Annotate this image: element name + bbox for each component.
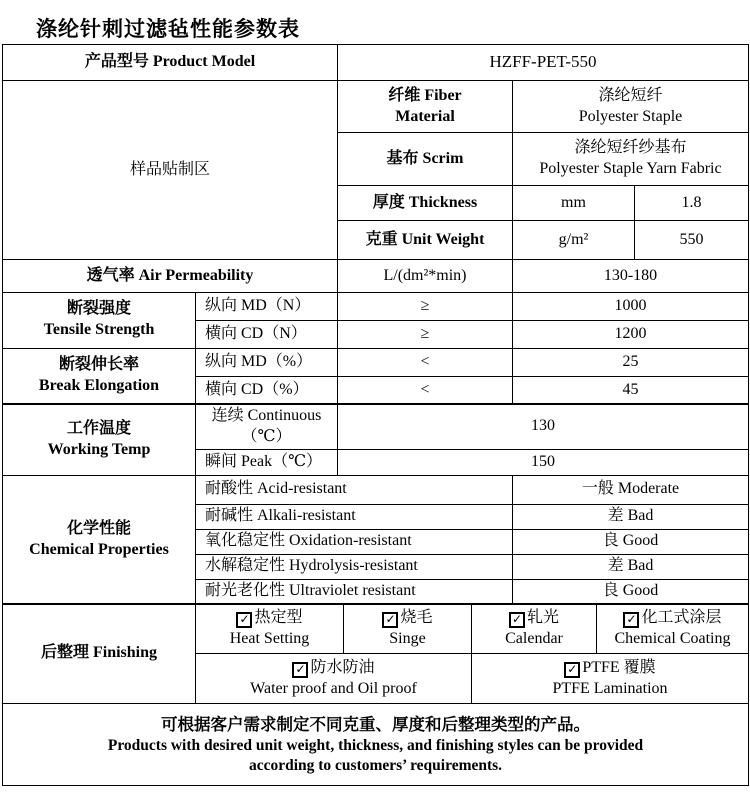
finishing-ptfe-cn: PTFE 覆膜: [582, 658, 656, 676]
finishing-option-waterproof: [196, 654, 472, 704]
acid-resistant-label: 耐酸性 Acid-resistant: [196, 475, 513, 504]
chemical-label-cn: 化学性能: [66, 519, 131, 537]
ultraviolet-resistant-rating: 良 Good: [513, 579, 749, 604]
spec-table: [2, 44, 748, 786]
unit-weight-label: 克重 Unit Weight: [338, 221, 513, 260]
unit-weight-value: 550: [635, 221, 749, 260]
elongation-md-comparator: <: [338, 348, 513, 376]
finishing-ptfe-en: PTFE Lamination: [552, 679, 668, 697]
fiber-value-en: Polyester Staple: [578, 107, 683, 125]
section-note: [2, 703, 749, 786]
fiber-material-label: [338, 81, 513, 133]
checkbox-checked-icon: ✓: [292, 662, 308, 678]
checkbox-checked-icon: ✓: [509, 612, 525, 628]
tensile-label-en: Tensile Strength: [43, 321, 155, 338]
alkali-resistant-rating: 差 Bad: [513, 504, 749, 529]
checkbox-checked-icon: ✓: [623, 612, 639, 628]
tensile-strength-label: [3, 292, 196, 348]
checkbox-checked-icon: ✓: [564, 662, 580, 678]
elongation-md-value: 25: [513, 348, 749, 376]
table-row: [3, 604, 749, 654]
finishing-waterproof-en: Water proof and Oil proof: [250, 679, 417, 697]
chemical-label-en: Chemical Properties: [29, 540, 169, 558]
section-strength: [2, 292, 749, 405]
fiber-value-cn: 涤纶短纤: [598, 86, 663, 104]
thickness-label: 厚度 Thickness: [338, 186, 513, 221]
checkbox-checked-icon: ✓: [236, 612, 252, 628]
page-title: 涤纶针刺过滤毡性能参数表: [36, 17, 300, 41]
product-model-label: 产品型号 Product Model: [3, 45, 338, 81]
finishing-singe-en: Singe: [389, 629, 426, 647]
thickness-value: 1.8: [635, 186, 749, 221]
oxidation-resistant-rating: 良 Good: [513, 529, 749, 554]
finishing-label: 后整理 Finishing: [3, 604, 196, 704]
note-en-line2: according to customers’ requirements.: [248, 756, 503, 774]
peak-temp-value: 150: [338, 450, 749, 476]
acid-resistant-rating: 一般 Moderate: [513, 475, 749, 504]
section-finishing: [2, 603, 749, 704]
continuous-label-line2: （℃）: [241, 427, 292, 445]
thickness-unit: mm: [513, 186, 635, 221]
finishing-calendar-cn: 轧光: [526, 608, 559, 626]
checkbox-checked-icon: ✓: [382, 612, 398, 628]
table-row: [3, 45, 749, 81]
finishing-singe-cn: 烧毛: [400, 608, 433, 626]
table-row: [3, 292, 749, 320]
customization-note: [3, 703, 749, 785]
table-row: [3, 475, 749, 504]
elongation-cd-comparator: <: [338, 376, 513, 404]
finishing-option-ptfe: [472, 654, 749, 704]
section-working-temp: [2, 403, 749, 476]
scrim-value-cn: 涤纶短纤纱基布: [574, 139, 687, 157]
tensile-cd-value: 1200: [513, 320, 749, 348]
scrim-value-en: Polyester Staple Yarn Fabric: [539, 160, 722, 177]
elongation-md-label: 纵向 MD（%）: [196, 348, 338, 376]
finishing-chemical-coating-cn: 化工式涂层: [641, 608, 722, 626]
scrim-value: [513, 133, 749, 186]
product-model-value: HZFF-PET-550: [338, 45, 749, 81]
tensile-label-cn: 断裂强度: [66, 300, 131, 318]
continuous-temp-value: 130: [338, 404, 749, 450]
tensile-cd-comparator: ≥: [338, 320, 513, 348]
elongation-label-cn: 断裂伸长率: [58, 356, 139, 374]
air-permeability-label: 透气率 Air Permeability: [3, 260, 338, 293]
air-permeability-value: 130-180: [513, 260, 749, 293]
section-sample: [2, 44, 749, 293]
chemical-properties-label: [3, 475, 196, 604]
sample-area-label: 样品贴制区: [3, 81, 338, 260]
elongation-cd-value: 45: [513, 376, 749, 404]
peak-temp-label: 瞬间 Peak（℃）: [196, 450, 338, 476]
table-row: [3, 260, 749, 293]
tensile-md-label: 纵向 MD（N）: [196, 292, 338, 320]
finishing-option-calendar: [472, 604, 597, 654]
scrim-label: 基布 Scrim: [338, 133, 513, 186]
fiber-material-value: [513, 81, 749, 133]
note-cn: 可根据客户需求制定不同克重、厚度和后整理类型的产品。: [161, 715, 590, 735]
section-chemical: [2, 475, 749, 605]
break-elongation-label: [3, 348, 196, 404]
fiber-label-cn: 纤维 Fiber: [388, 86, 462, 104]
table-row: [3, 348, 749, 376]
tensile-md-value: 1000: [513, 292, 749, 320]
fiber-label-en: Material: [395, 107, 455, 125]
elongation-cd-label: 横向 CD（%）: [196, 376, 338, 404]
unit-weight-unit: g/m²: [513, 221, 635, 260]
elongation-label-en: Break Elongation: [38, 377, 160, 394]
tensile-md-comparator: ≥: [338, 292, 513, 320]
oxidation-resistant-label: 氧化稳定性 Oxidation-resistant: [196, 529, 513, 554]
finishing-option-singe: [344, 604, 472, 654]
table-row: [3, 404, 749, 450]
finishing-chemical-coating-en: Chemical Coating: [614, 629, 731, 647]
note-en-line1: Products with desired unit weight, thickness, and finishing styles can be provided: [107, 736, 644, 754]
continuous-label-line1: 连续 Continuous: [211, 406, 322, 424]
hydrolysis-resistant-label: 水解稳定性 Hydrolysis-resistant: [196, 554, 513, 579]
finishing-calendar-en: Calendar: [505, 629, 563, 647]
working-temp-label-en: Working Temp: [47, 440, 151, 458]
tensile-cd-label: 横向 CD（N）: [196, 320, 338, 348]
working-temp-label: [3, 404, 196, 476]
air-permeability-unit: L/(dm²*min): [338, 260, 513, 293]
alkali-resistant-label: 耐碱性 Alkali-resistant: [196, 504, 513, 529]
working-temp-label-cn: 工作温度: [66, 419, 131, 437]
finishing-heat-setting-cn: 热定型: [254, 608, 303, 626]
finishing-waterproof-cn: 防水防油: [310, 658, 375, 676]
hydrolysis-resistant-rating: 差 Bad: [513, 554, 749, 579]
table-row: [3, 81, 749, 133]
ultraviolet-resistant-label: 耐光老化性 Ultraviolet resistant: [196, 579, 513, 604]
table-row: [3, 703, 749, 785]
finishing-heat-setting-en: Heat Setting: [229, 629, 310, 647]
continuous-temp-label: [196, 404, 338, 450]
finishing-option-heat-setting: [196, 604, 344, 654]
finishing-option-chemical-coating: [597, 604, 749, 654]
